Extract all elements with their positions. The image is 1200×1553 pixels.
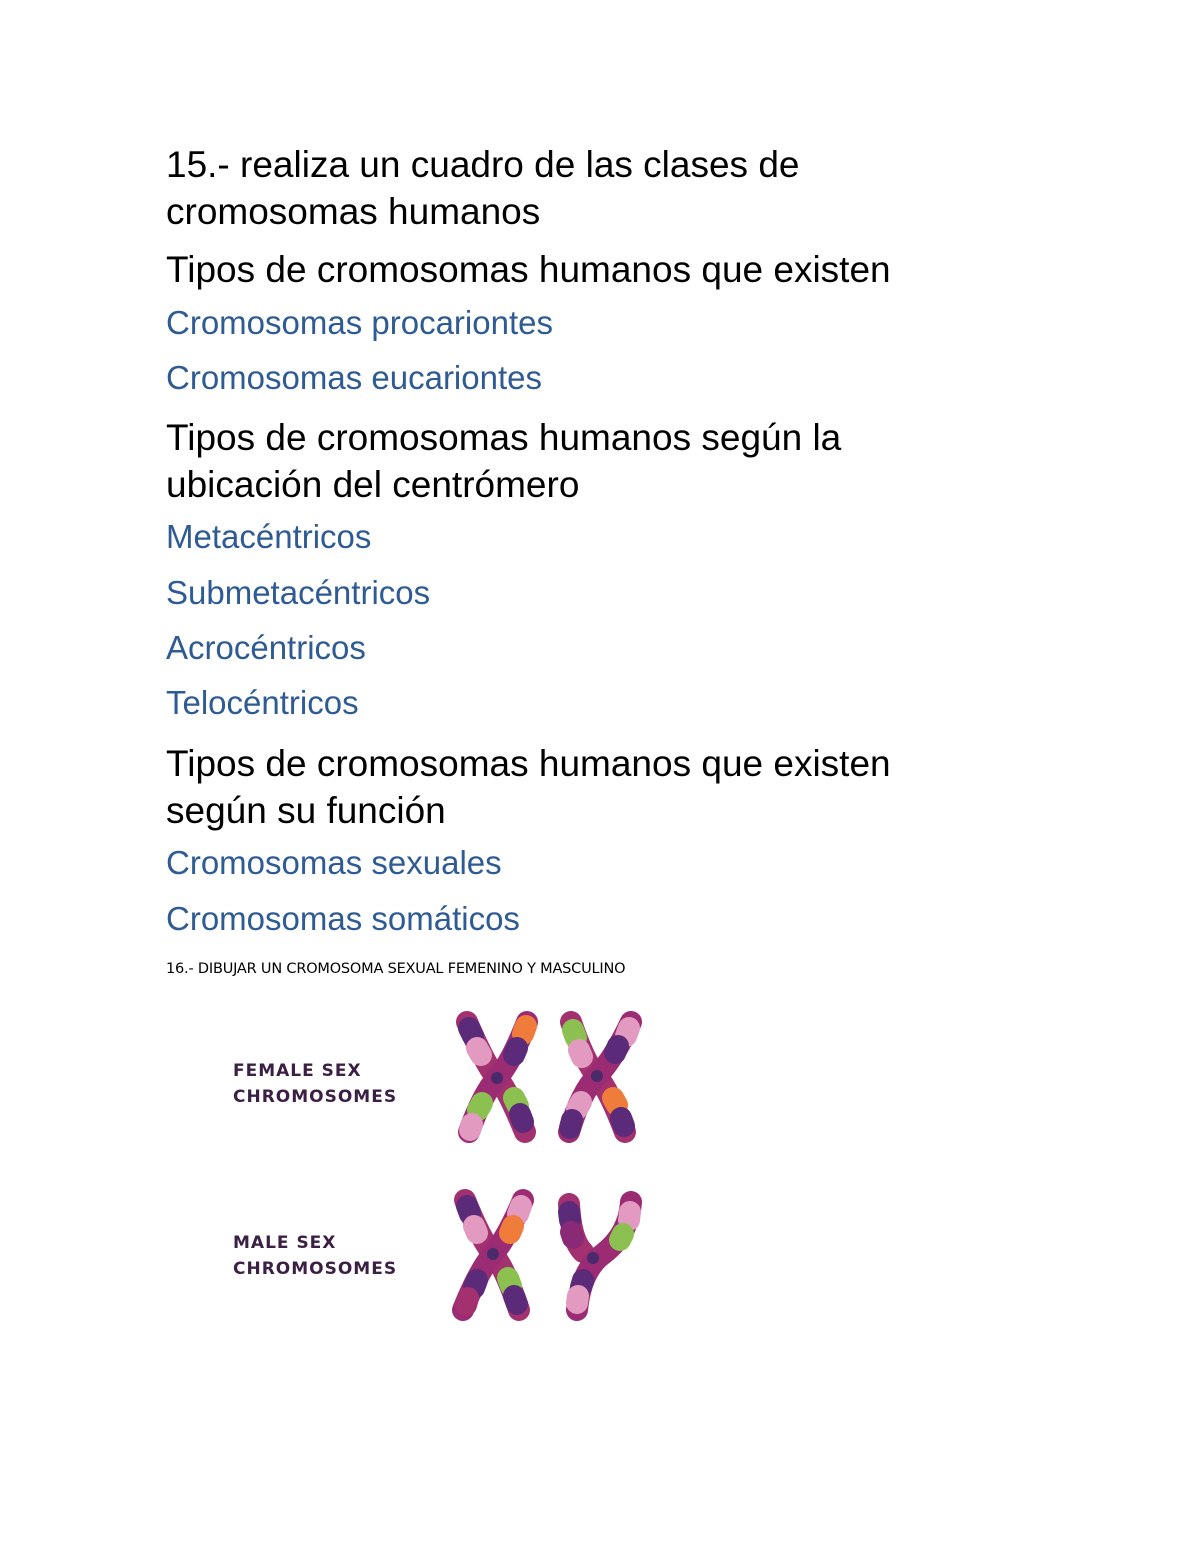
male-x-chromosome	[463, 1200, 523, 1310]
heading-types-existing: Tipos de cromosomas humanos que existen	[166, 249, 891, 290]
chromosomes-drawing	[225, 1008, 665, 1328]
list-item-metacentricos: Metacéntricos	[166, 518, 372, 555]
female-x-chromosome-2	[569, 1022, 631, 1132]
list-item-eucariontes: Cromosomas eucariontes	[166, 359, 542, 396]
female-x-chromosome-1	[467, 1022, 527, 1132]
female-label: FEMALE SEX CHROMOSOMES	[233, 1061, 398, 1107]
heading-types-centromere: Tipos de cromosomas humanos según la ubicación del centrómero	[166, 417, 842, 505]
list-item-acrocentricos: Acrocéntricos	[166, 629, 366, 666]
list-item-submetacentricos: Submetacéntricos	[166, 574, 431, 611]
question-16: 16.- DIBUJAR UN CROMOSOMA SEXUAL FEMENINO Y MASCULINO	[166, 961, 626, 977]
list-item-telocentricos: Telocéntricos	[166, 684, 359, 721]
male-y-chromosome	[569, 1202, 631, 1310]
male-label: MALE SEX CHROMOSOMES	[233, 1233, 398, 1279]
list-item-sexuales: Cromosomas sexuales	[166, 844, 502, 881]
question-15: 15.- realiza un cuadro de las clases de cromosomas humanos	[166, 144, 800, 232]
heading-types-function: Tipos de cromosomas humanos que existen según su función	[166, 743, 891, 831]
sex-chromosomes-figure	[225, 1008, 665, 1328]
list-item-somaticos: Cromosomas somáticos	[166, 900, 520, 937]
list-item-procariontes: Cromosomas procariontes	[166, 304, 553, 341]
